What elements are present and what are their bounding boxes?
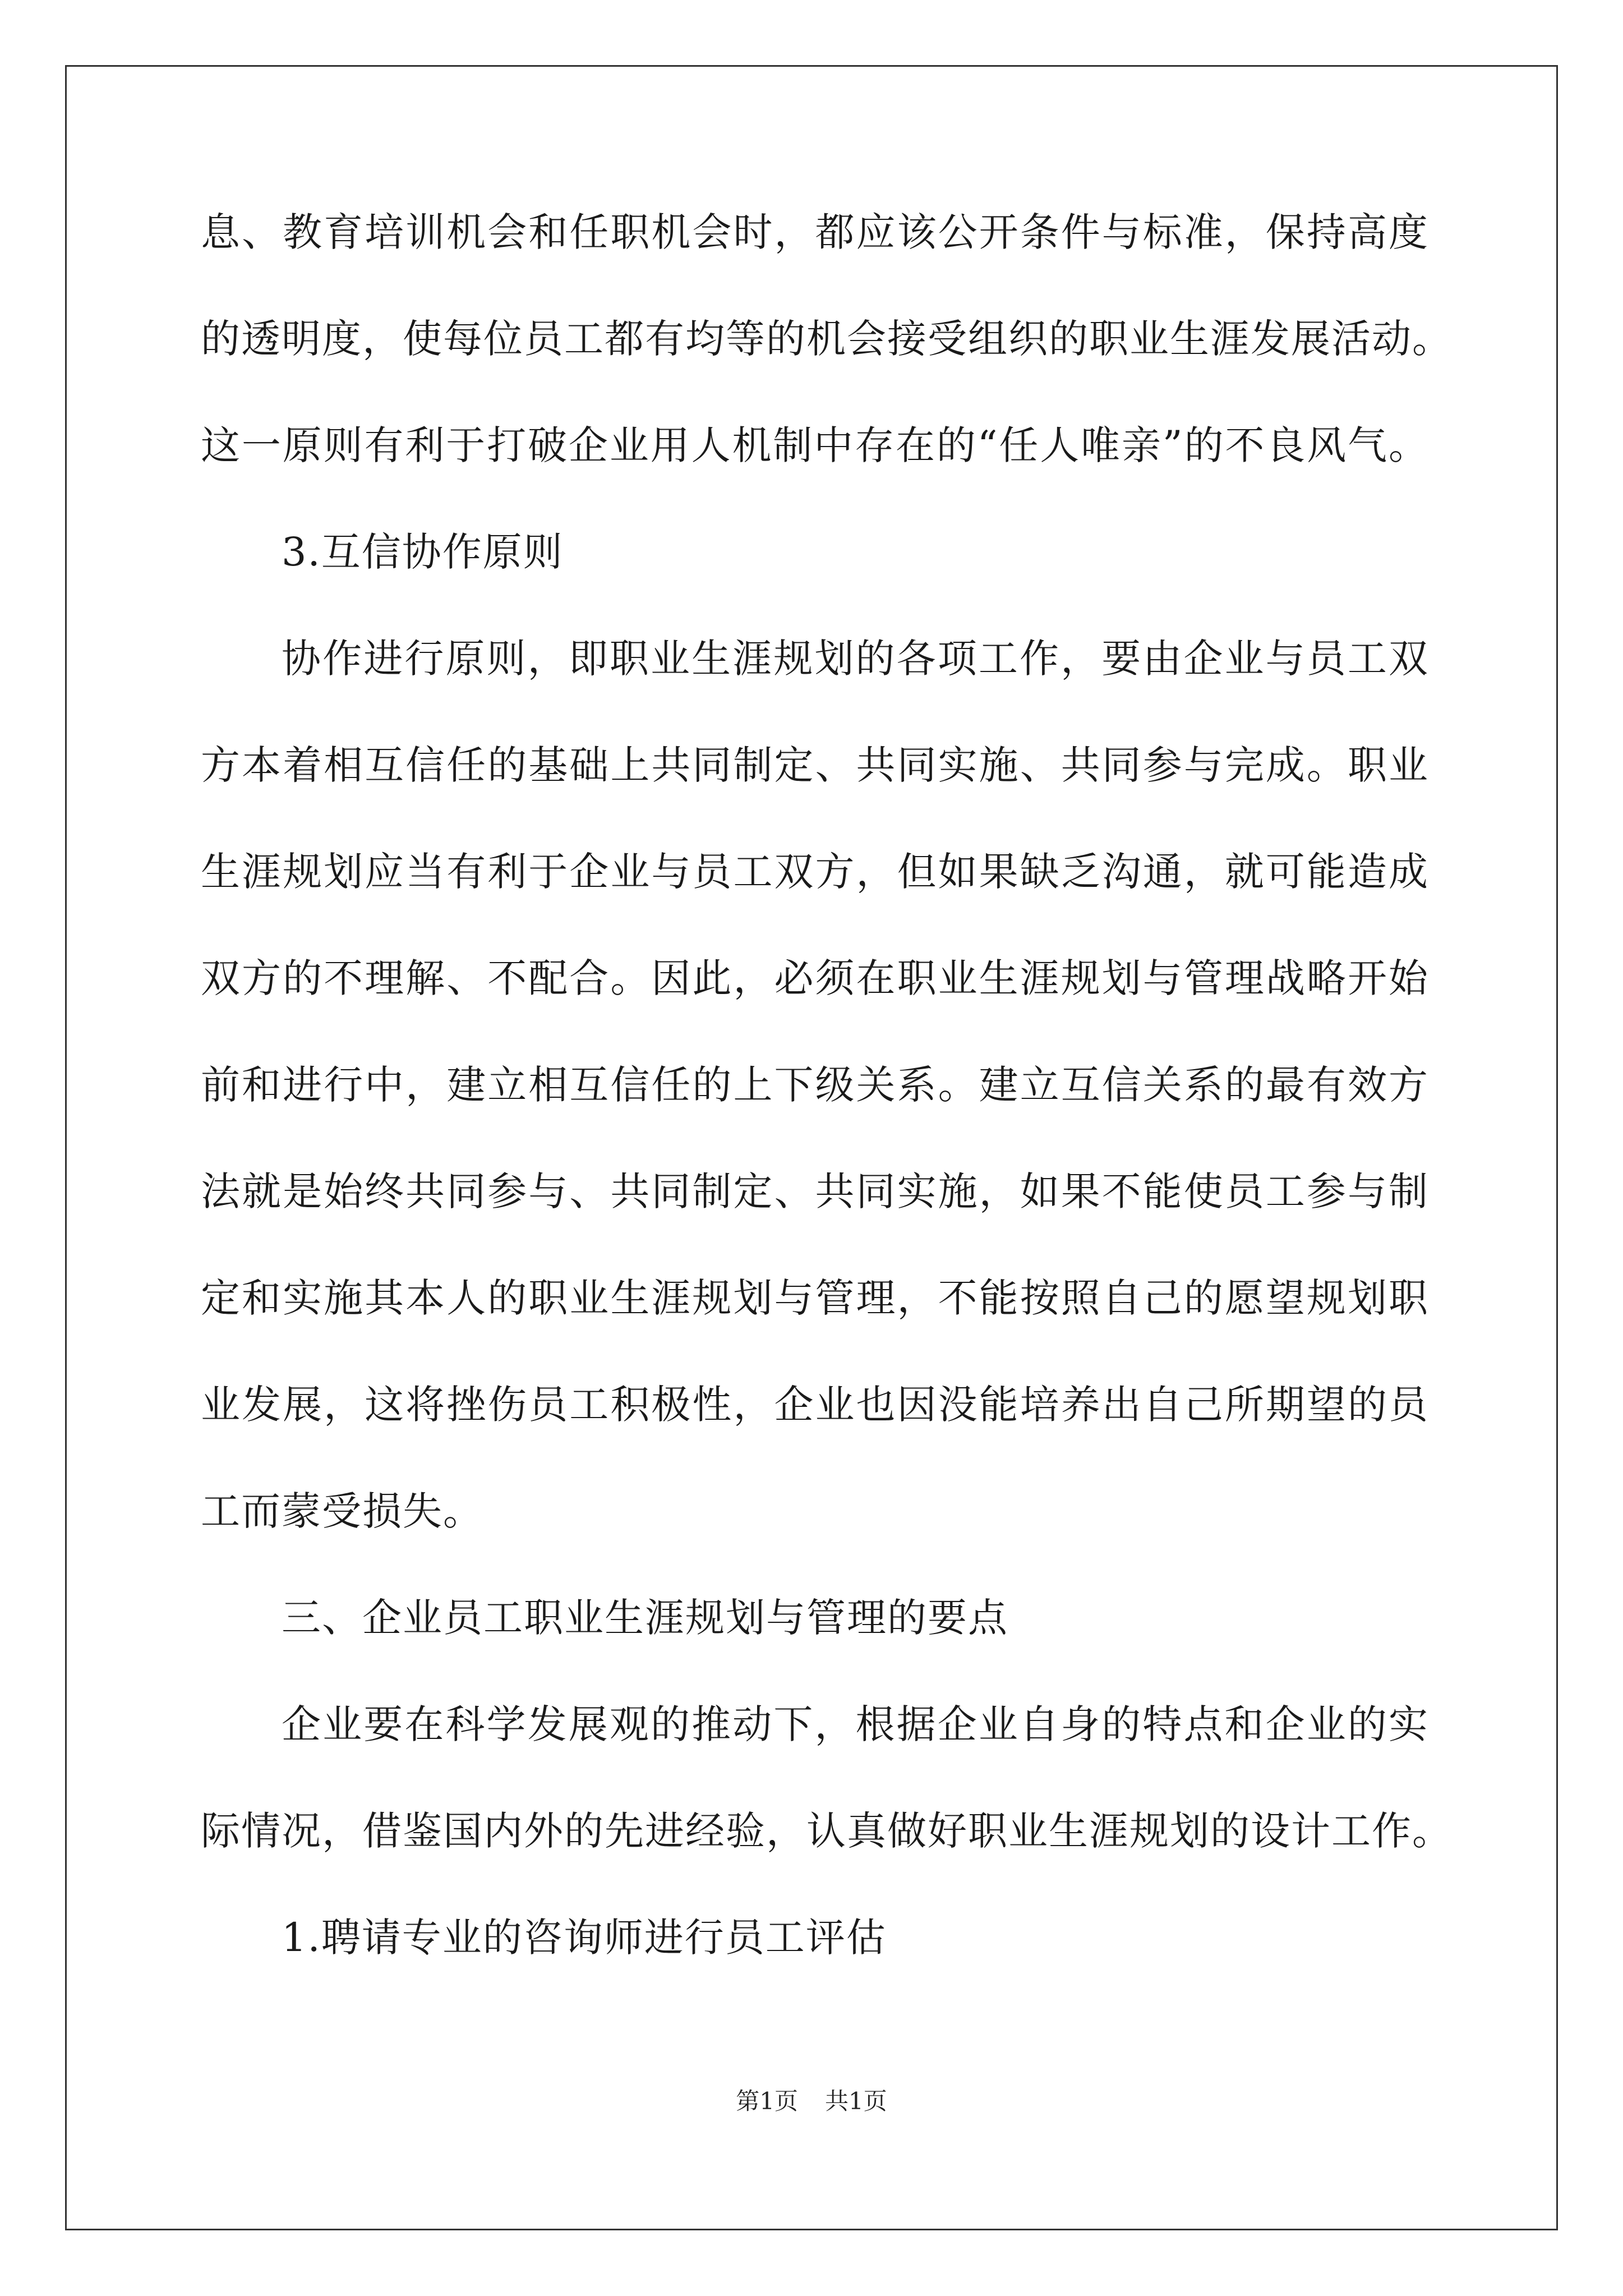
text-line: 息、教育培训机会和任职机会时，都应该公开条件与标准，保持高度 <box>201 209 1429 255</box>
text-line: 业发展，这将挫伤员工积极性，企业也因没能培养出自己所期望的员 <box>201 1382 1429 1428</box>
text-line: 生涯规划应当有利于企业与员工双方，但如果缺乏沟通，就可能造成 <box>201 849 1429 895</box>
page-number-current: 第1页 <box>736 2087 798 2115</box>
text-line: 三、企业员工职业生涯规划与管理的要点 <box>282 1595 1008 1641</box>
page-footer <box>0 2086 1623 2117</box>
text-line: 双方的不理解、不配合。因此，必须在职业生涯规划与管理战略开始 <box>201 955 1429 1001</box>
text-line: 际情况，借鉴国内外的先进经验，认真做好职业生涯规划的设计工作。 <box>201 1808 1453 1854</box>
text-line: 的透明度，使每位员工都有均等的机会接受组织的职业生涯发展活动。 <box>201 316 1453 362</box>
text-line: 企业要在科学发展观的推动下，根据企业自身的特点和企业的实 <box>282 1701 1429 1747</box>
text-line: 这一原则有利于打破企业用人机制中存在的“任人唯亲”的不良风气。 <box>201 422 1429 468</box>
document-body <box>201 208 1453 2019</box>
text-line: 前和进行中，建立相互信任的上下级关系。建立互信关系的最有效方 <box>201 1062 1429 1108</box>
text-line: 3.互信协作原则 <box>282 529 564 575</box>
text-line: 法就是始终共同参与、共同制定、共同实施，如果不能使员工参与制 <box>201 1168 1429 1214</box>
text-line: 协作进行原则，即职业生涯规划的各项工作，要由企业与员工双 <box>282 636 1429 682</box>
text-line: 1.聘请专业的咨询师进行员工评估 <box>282 1915 887 1961</box>
text-line: 定和实施其本人的职业生涯规划与管理，不能按照自己的愿望规划职 <box>201 1275 1429 1321</box>
text-line: 工而蒙受损失。 <box>201 1488 483 1534</box>
text-line: 方本着相互信任的基础上共同制定、共同实施、共同参与完成。职业 <box>201 742 1429 788</box>
page-number-total: 共1页 <box>825 2087 887 2115</box>
